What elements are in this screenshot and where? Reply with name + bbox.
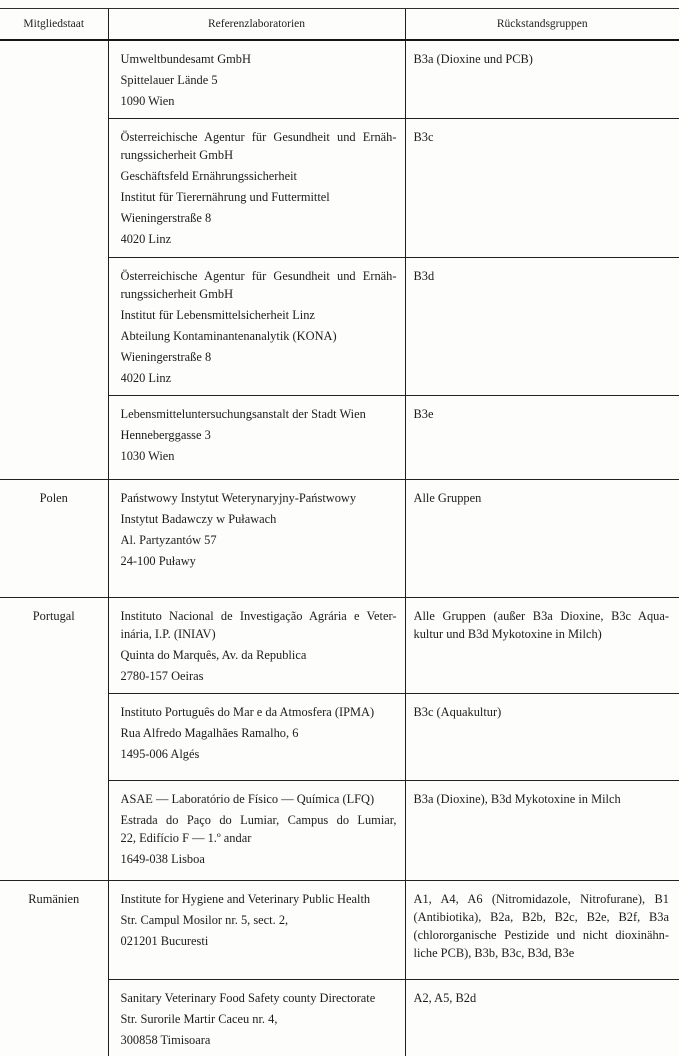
text-paragraph [414,50,670,68]
text-line: B3d [413,269,435,283]
text-paragraph [121,703,397,721]
laboratory-cell [108,258,405,396]
member-state-cell [0,598,108,881]
text-line: rungssicherheit GmbH [120,287,234,301]
text-paragraph [121,724,397,742]
text-line: Alle Gruppen [413,491,482,505]
text-line: rungssicherheit GmbH [120,148,234,162]
text-paragraph [121,552,397,570]
column-header-laboratories: Referenzlaboratorien [108,9,405,41]
text-line: liche PCB), B3b, B3c, B3d, B3e [413,946,575,960]
text-line: Geschäftsfeld Ernährungssicherheit [120,169,297,183]
residue-groups-cell [405,119,679,258]
text-paragraph [414,267,670,285]
text-line: Umweltbundesamt GmbH [120,52,251,66]
text-line: (Antibiotika), B2a, B2b, B2c, B2e, B2f, B3a [413,910,669,924]
text-paragraph [121,230,397,248]
text-line: 22, Edifício F — 1.º andar [120,831,252,845]
column-header-residue-groups: Rückstandsgruppen [405,9,679,41]
text-line: Rua Alfredo Magalhães Ramalho, 6 [120,726,299,740]
laboratory-cell [108,781,405,881]
text-line: Str. Campul Mosilor nr. 5, sect. 2, [120,913,289,927]
text-line: Alle Gruppen (außer B3a Dioxine, B3c Aqua- [413,609,669,623]
laboratory-cell [108,881,405,980]
text-line: Instituto Português do Mar e da Atmosfera (IPMA) [120,705,375,719]
residue-groups-cell [405,480,679,598]
text-paragraph [121,607,397,643]
text-line: Wieningerstraße 8 [120,350,212,364]
text-paragraph [414,890,670,962]
residue-groups-cell [405,396,679,480]
text-line: Spittelauer Lände 5 [120,73,218,87]
table-body [0,40,679,1056]
text-line: 4020 Linz [120,232,172,246]
member-state-cell [0,881,108,1056]
text-line: 24-100 Puławy [120,554,196,568]
text-paragraph [121,932,397,950]
text-paragraph [121,811,397,847]
member-state-cell [0,480,108,598]
laboratory-cell [108,598,405,694]
text-line: B3a (Dioxine und PCB) [413,52,533,66]
text-line: B3e [413,407,434,421]
member-state-label: Rumänien [28,892,80,906]
text-line: Abteilung Kontaminantenanalytik (KONA) [120,329,337,343]
text-line: kultur und B3d Mykotoxine in Milch) [413,627,602,641]
member-state-label: Portugal [32,609,75,623]
text-paragraph [414,989,670,1007]
text-paragraph [121,306,397,324]
member-state-cell [0,40,108,480]
text-line: 1030 Wien [120,449,175,463]
text-line: Sanitary Veterinary Food Safety county Directorate [120,991,376,1005]
text-line: Österreichische Agentur für Gesundheit und Ernäh- [120,130,397,144]
residue-groups-cell [405,781,679,881]
text-paragraph [121,426,397,444]
text-line: Quinta do Marquês, Av. da Republica [120,648,307,662]
text-paragraph [121,510,397,528]
table-row [0,598,679,694]
text-line: Institut für Tierernährung und Futtermittel [120,190,330,204]
text-paragraph [121,188,397,206]
text-paragraph [121,850,397,868]
text-paragraph [121,911,397,929]
residue-groups-cell [405,980,679,1056]
text-line: Wieningerstraße 8 [120,211,212,225]
text-line: Państwowy Instytut Weterynaryjny-Państwowy [120,491,357,505]
residue-groups-cell [405,694,679,781]
text-line: 2780-157 Oeiras [120,669,204,683]
text-paragraph [121,348,397,366]
text-line: Str. Surorile Martir Caceu nr. 4, [120,1012,278,1026]
text-line: Instytut Badawczy w Puławach [120,512,277,526]
text-line: A1, A4, A6 (Nitromidazole, Nitrofurane), B1 [413,892,669,906]
member-state-label: Polen [39,491,68,505]
text-line: Al. Partyzantów 57 [120,533,217,547]
laboratory-cell [108,396,405,480]
residue-groups-cell [405,258,679,396]
laboratory-cell [108,40,405,119]
text-line: ASAE — Laboratório de Físico — Química (LFQ) [120,792,375,806]
text-paragraph [121,531,397,549]
text-line: Estrada do Paço do Lumiar, Campus do Lumiar, [120,813,397,827]
residue-groups-cell [405,598,679,694]
text-paragraph [121,745,397,763]
text-paragraph [121,667,397,685]
text-line: A2, A5, B2d [413,991,477,1005]
text-paragraph [121,405,397,423]
text-line: 1495-006 Algés [120,747,200,761]
laboratory-cell [108,694,405,781]
residue-groups-cell [405,40,679,119]
text-line: Instituto Nacional de Investigação Agrária e Veter- [120,609,397,623]
text-paragraph [121,1010,397,1028]
text-line: 021201 Bucuresti [120,934,209,948]
text-line: 4020 Linz [120,371,172,385]
text-paragraph [414,703,670,721]
text-line: 1090 Wien [120,94,175,108]
text-paragraph [414,405,670,423]
table-header-row [0,9,679,41]
text-paragraph [121,209,397,227]
text-paragraph [121,646,397,664]
table-row [0,40,679,119]
text-line: 1649-038 Lisboa [120,852,205,866]
text-paragraph [121,489,397,507]
text-paragraph [121,989,397,1007]
text-paragraph [121,890,397,908]
laboratory-cell [108,980,405,1056]
text-paragraph [121,128,397,164]
text-line: Institut für Lebensmittelsicherheit Linz [120,308,315,322]
text-paragraph [121,790,397,808]
table-row [0,480,679,598]
table-row [0,881,679,980]
text-paragraph [121,447,397,465]
text-line: (chlororganische Pestizide und nicht dioxinähn- [413,928,669,942]
text-paragraph [121,369,397,387]
text-paragraph [414,489,670,507]
text-line: Institute for Hygiene and Veterinary Public Health [120,892,371,906]
text-paragraph [121,327,397,345]
laboratory-cell [108,480,405,598]
text-line: 300858 Timisoara [120,1033,211,1047]
text-line: B3c (Aquakultur) [413,705,502,719]
text-paragraph [121,167,397,185]
column-header-member-state: Mitgliedstaat [0,9,108,41]
text-paragraph [121,267,397,303]
text-paragraph [414,128,670,146]
text-line: Henneberggasse 3 [120,428,211,442]
laboratory-cell [108,119,405,258]
text-line: Lebensmitteluntersuchungsanstalt der Stadt Wien [120,407,366,421]
text-paragraph [121,50,397,68]
text-paragraph [121,92,397,110]
reference-laboratories-table [0,8,679,1056]
residue-groups-cell [405,881,679,980]
text-paragraph [414,790,670,808]
text-paragraph [121,71,397,89]
text-paragraph [414,607,670,643]
text-line: inária, I.P. (INIAV) [120,627,216,641]
text-line: B3a (Dioxine), B3d Mykotoxine in Milch [413,792,621,806]
text-paragraph [121,1031,397,1049]
text-line: B3c [413,130,434,144]
text-line: Österreichische Agentur für Gesundheit und Ernäh- [120,269,397,283]
